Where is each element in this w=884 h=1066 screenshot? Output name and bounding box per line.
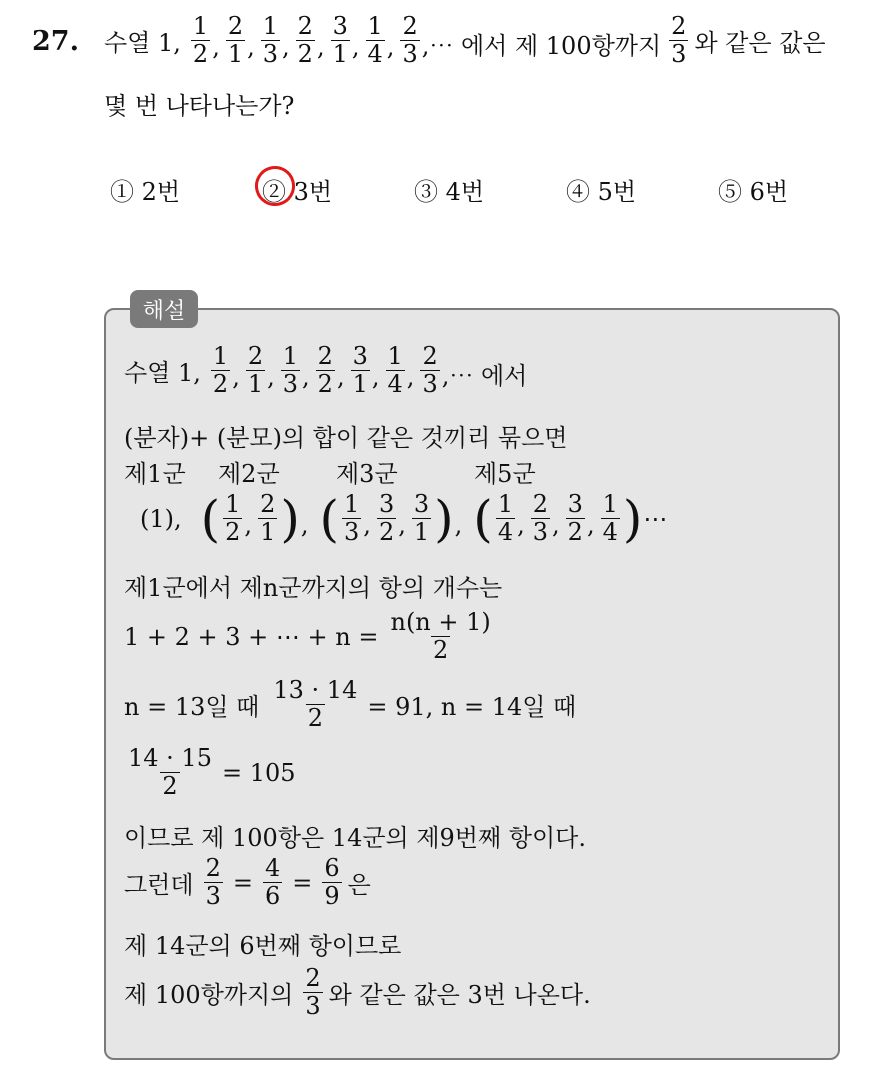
question-sequence — [189, 14, 422, 67]
sequence-fraction — [211, 344, 230, 397]
fraction-numerator: 1 — [262, 12, 279, 40]
fraction-denominator: 2 — [307, 704, 323, 733]
group-label-5: 제5군 — [474, 460, 536, 488]
fraction-denominator: 1 — [227, 40, 244, 69]
comma: , — [336, 363, 345, 392]
fraction-numerator: 2 — [402, 12, 418, 40]
sequence-fraction — [316, 344, 335, 397]
fraction-numerator: 2 — [227, 12, 244, 40]
fraction-numerator: 2 — [205, 854, 221, 882]
question-text-prefix: 수열 1, — [104, 29, 181, 58]
fraction-numerator: 1 — [282, 342, 299, 370]
fraction-numerator: 14 · 15 — [128, 744, 212, 772]
conclusion-tail: 와 같은 값은 3번 나온다. — [328, 981, 591, 1010]
fraction-denominator: 2 — [297, 40, 313, 69]
sequence-fraction — [223, 492, 242, 545]
fraction-denominator: 2 — [317, 370, 333, 399]
solution-l1-prefix: 수열 1, — [124, 359, 201, 388]
sequence-fraction — [366, 14, 385, 67]
paren-open: ( — [200, 489, 221, 548]
n13-result: = 91, n = 14일 때 — [367, 693, 577, 722]
solution-line-11: 제 14군의 6번째 항이므로 — [124, 932, 402, 960]
fraction-denominator: 3 — [402, 40, 418, 69]
fraction-denominator: 2 — [162, 772, 178, 801]
n13-text: n = 13일 때 — [124, 693, 260, 722]
fraction-denominator: 1 — [332, 40, 348, 69]
sequence-fraction — [246, 344, 265, 397]
fraction-numerator: 4 — [264, 854, 281, 882]
fraction-numerator: 1 — [497, 490, 514, 518]
fraction-numerator: 6 — [324, 854, 340, 882]
fraction-denominator: 3 — [282, 370, 299, 399]
fraction-denominator: 4 — [367, 40, 383, 69]
fraction-denominator: 2 — [212, 370, 229, 399]
conclusion-fraction — [303, 966, 322, 1019]
fraction-denominator: 2 — [192, 40, 209, 69]
comma: , — [300, 511, 309, 540]
fraction-denominator: 3 — [422, 370, 438, 399]
fraction-4-6 — [263, 856, 282, 909]
comma: , — [244, 511, 253, 540]
group-4-terms — [494, 492, 622, 545]
comma: , — [586, 511, 595, 540]
fraction-denominator: 4 — [602, 518, 618, 547]
comma: , — [517, 511, 525, 540]
fraction-denominator: 2 — [432, 636, 449, 665]
sequence-fraction — [412, 492, 431, 545]
solution-groups-line — [140, 489, 668, 548]
fraction-numerator: 2 — [305, 964, 321, 992]
comma: , — [351, 33, 360, 62]
sequence-fraction — [191, 14, 210, 67]
fraction-denominator: 1 — [413, 518, 430, 547]
fraction-numerator: n(n + 1) — [390, 608, 491, 636]
sequence-fraction — [386, 344, 405, 397]
fraction-denominator: 1 — [352, 370, 368, 399]
fraction-denominator: 4 — [497, 518, 514, 547]
solution-line-8 — [124, 746, 296, 799]
ellipsis: ⋯ — [643, 504, 668, 533]
fraction-denominator: 2 — [225, 518, 241, 547]
solution-sequence — [209, 344, 442, 397]
fraction-denominator: 2 — [378, 518, 395, 547]
solution-line-9: 이므로 제 100항은 14군의 제9번째 항이다. — [124, 824, 586, 852]
fraction-denominator: 3 — [532, 518, 549, 547]
n13-fraction — [271, 678, 359, 731]
solution-line-7 — [124, 678, 576, 731]
equals-sign: = — [232, 868, 253, 897]
comma: , — [232, 363, 240, 392]
solution-line-1 — [124, 344, 527, 397]
comma: , — [398, 511, 406, 540]
fraction-numerator: 1 — [344, 490, 360, 518]
fraction-numerator: 3 — [378, 490, 395, 518]
fraction-numerator: 2 — [422, 342, 438, 370]
solution-line-12 — [124, 966, 591, 1019]
solution-line-2: (분자)+ (분모)의 합이 같은 것끼리 묶으면 — [124, 424, 568, 452]
sequence-fraction — [261, 14, 280, 67]
paren-close: ) — [280, 489, 300, 548]
group-label-3: 제3군 — [336, 460, 398, 488]
sequence-fraction — [351, 344, 370, 397]
equals-sign: = — [292, 868, 313, 897]
fraction-denominator: 1 — [260, 518, 276, 547]
question-line-1 — [104, 14, 826, 67]
comma: , — [282, 33, 290, 62]
comma: , — [316, 33, 325, 62]
fraction-denominator: 2 — [567, 518, 583, 547]
paren-open: ( — [473, 489, 493, 548]
sequence-fraction — [258, 492, 277, 545]
comma: , — [212, 33, 220, 62]
sequence-fraction — [496, 492, 515, 545]
then-tail: 은 — [347, 871, 371, 900]
question-target-fraction — [669, 14, 688, 67]
comma: , — [247, 33, 255, 62]
fraction-denominator: 4 — [387, 370, 403, 399]
choice-2[interactable]: ② 3번 — [262, 178, 333, 206]
choice-5[interactable]: ⑤ 6번 — [718, 178, 789, 206]
comma: , — [386, 33, 395, 62]
fraction-denominator: 3 — [344, 518, 360, 547]
then-text: 그런데 — [124, 871, 194, 900]
sequence-fraction — [420, 344, 439, 397]
solution-line-5: 제1군에서 제n군까지의 항의 개수는 — [124, 574, 503, 602]
comma: , — [406, 363, 415, 392]
sequence-fraction — [296, 14, 315, 67]
comma: , — [552, 511, 560, 540]
group-3-terms — [340, 492, 433, 545]
fraction-numerator: 1 — [602, 490, 618, 518]
paren-open: ( — [319, 489, 340, 548]
fraction-numerator: 2 — [671, 12, 687, 40]
sequence-fraction — [377, 492, 396, 545]
sequence-fraction — [281, 344, 300, 397]
fraction-numerator: 3 — [413, 490, 430, 518]
question-text-tail: 와 같은 값은 — [694, 29, 826, 58]
solution-tag: 해설 — [130, 290, 198, 328]
group-label-1: 제1군 — [124, 460, 186, 488]
fraction-denominator: 1 — [247, 370, 264, 399]
fraction-numerator: 3 — [332, 12, 348, 40]
fraction-denominator: 6 — [264, 882, 281, 911]
fraction-numerator: 1 — [387, 342, 403, 370]
sequence-fraction — [531, 492, 550, 545]
fraction-numerator: 1 — [367, 12, 383, 40]
fraction-denominator: 3 — [671, 40, 687, 69]
fraction-numerator: 1 — [192, 12, 209, 40]
sequence-fraction — [601, 492, 620, 545]
fraction-numerator: 3 — [567, 490, 583, 518]
comma: , — [454, 511, 463, 540]
comma: , — [371, 363, 380, 392]
fraction-numerator: 1 — [225, 490, 241, 518]
choice-1[interactable]: ① 2번 — [110, 178, 181, 206]
solution-line-10 — [124, 856, 371, 909]
choice-4[interactable]: ④ 5번 — [566, 178, 637, 206]
fraction-2-3 — [204, 856, 223, 909]
n14-result: = 105 — [221, 758, 296, 787]
fraction-denominator: 3 — [262, 40, 279, 69]
solution-l1-tail: ,⋯ 에서 — [441, 362, 528, 391]
fraction-denominator: 3 — [205, 882, 221, 911]
fraction-numerator: 2 — [317, 342, 333, 370]
solution-line-6 — [124, 610, 495, 663]
comma: , — [267, 363, 275, 392]
fraction-numerator: 1 — [212, 342, 229, 370]
fraction-6-9 — [322, 856, 341, 909]
sequence-fraction — [342, 492, 361, 545]
comma: , — [302, 363, 310, 392]
fraction-denominator: 9 — [324, 882, 340, 911]
sequence-fraction — [331, 14, 350, 67]
fraction-numerator: 3 — [352, 342, 368, 370]
paren-close: ) — [434, 489, 454, 548]
group-2-terms — [221, 492, 279, 545]
fraction-numerator: 2 — [297, 12, 313, 40]
choice-3[interactable]: ③ 4번 — [414, 178, 485, 206]
sum-fraction — [388, 610, 492, 663]
fraction-denominator: 3 — [305, 992, 321, 1021]
fraction-numerator: 2 — [532, 490, 549, 518]
fraction-numerator: 13 · 14 — [273, 676, 358, 704]
sequence-fraction — [226, 14, 245, 67]
question-number: 27. — [32, 26, 79, 57]
sequence-fraction — [400, 14, 419, 67]
sum-expression: 1 + 2 + 3 + ⋯ + n = — [124, 622, 379, 651]
conclusion-prefix: 제 100항까지의 — [124, 981, 294, 1010]
question-line-2: 몇 번 나타나는가? — [104, 92, 295, 120]
sequence-fraction — [566, 492, 585, 545]
fraction-numerator: 2 — [247, 342, 264, 370]
fraction-numerator: 2 — [260, 490, 276, 518]
group-label-2: 제2군 — [218, 460, 280, 488]
group-1-term: (1), — [140, 504, 182, 533]
n14-fraction — [126, 746, 214, 799]
paren-close: ) — [622, 489, 643, 548]
comma: , — [363, 511, 371, 540]
question-text-middle: ,⋯ 에서 제 100항까지 — [421, 32, 662, 61]
